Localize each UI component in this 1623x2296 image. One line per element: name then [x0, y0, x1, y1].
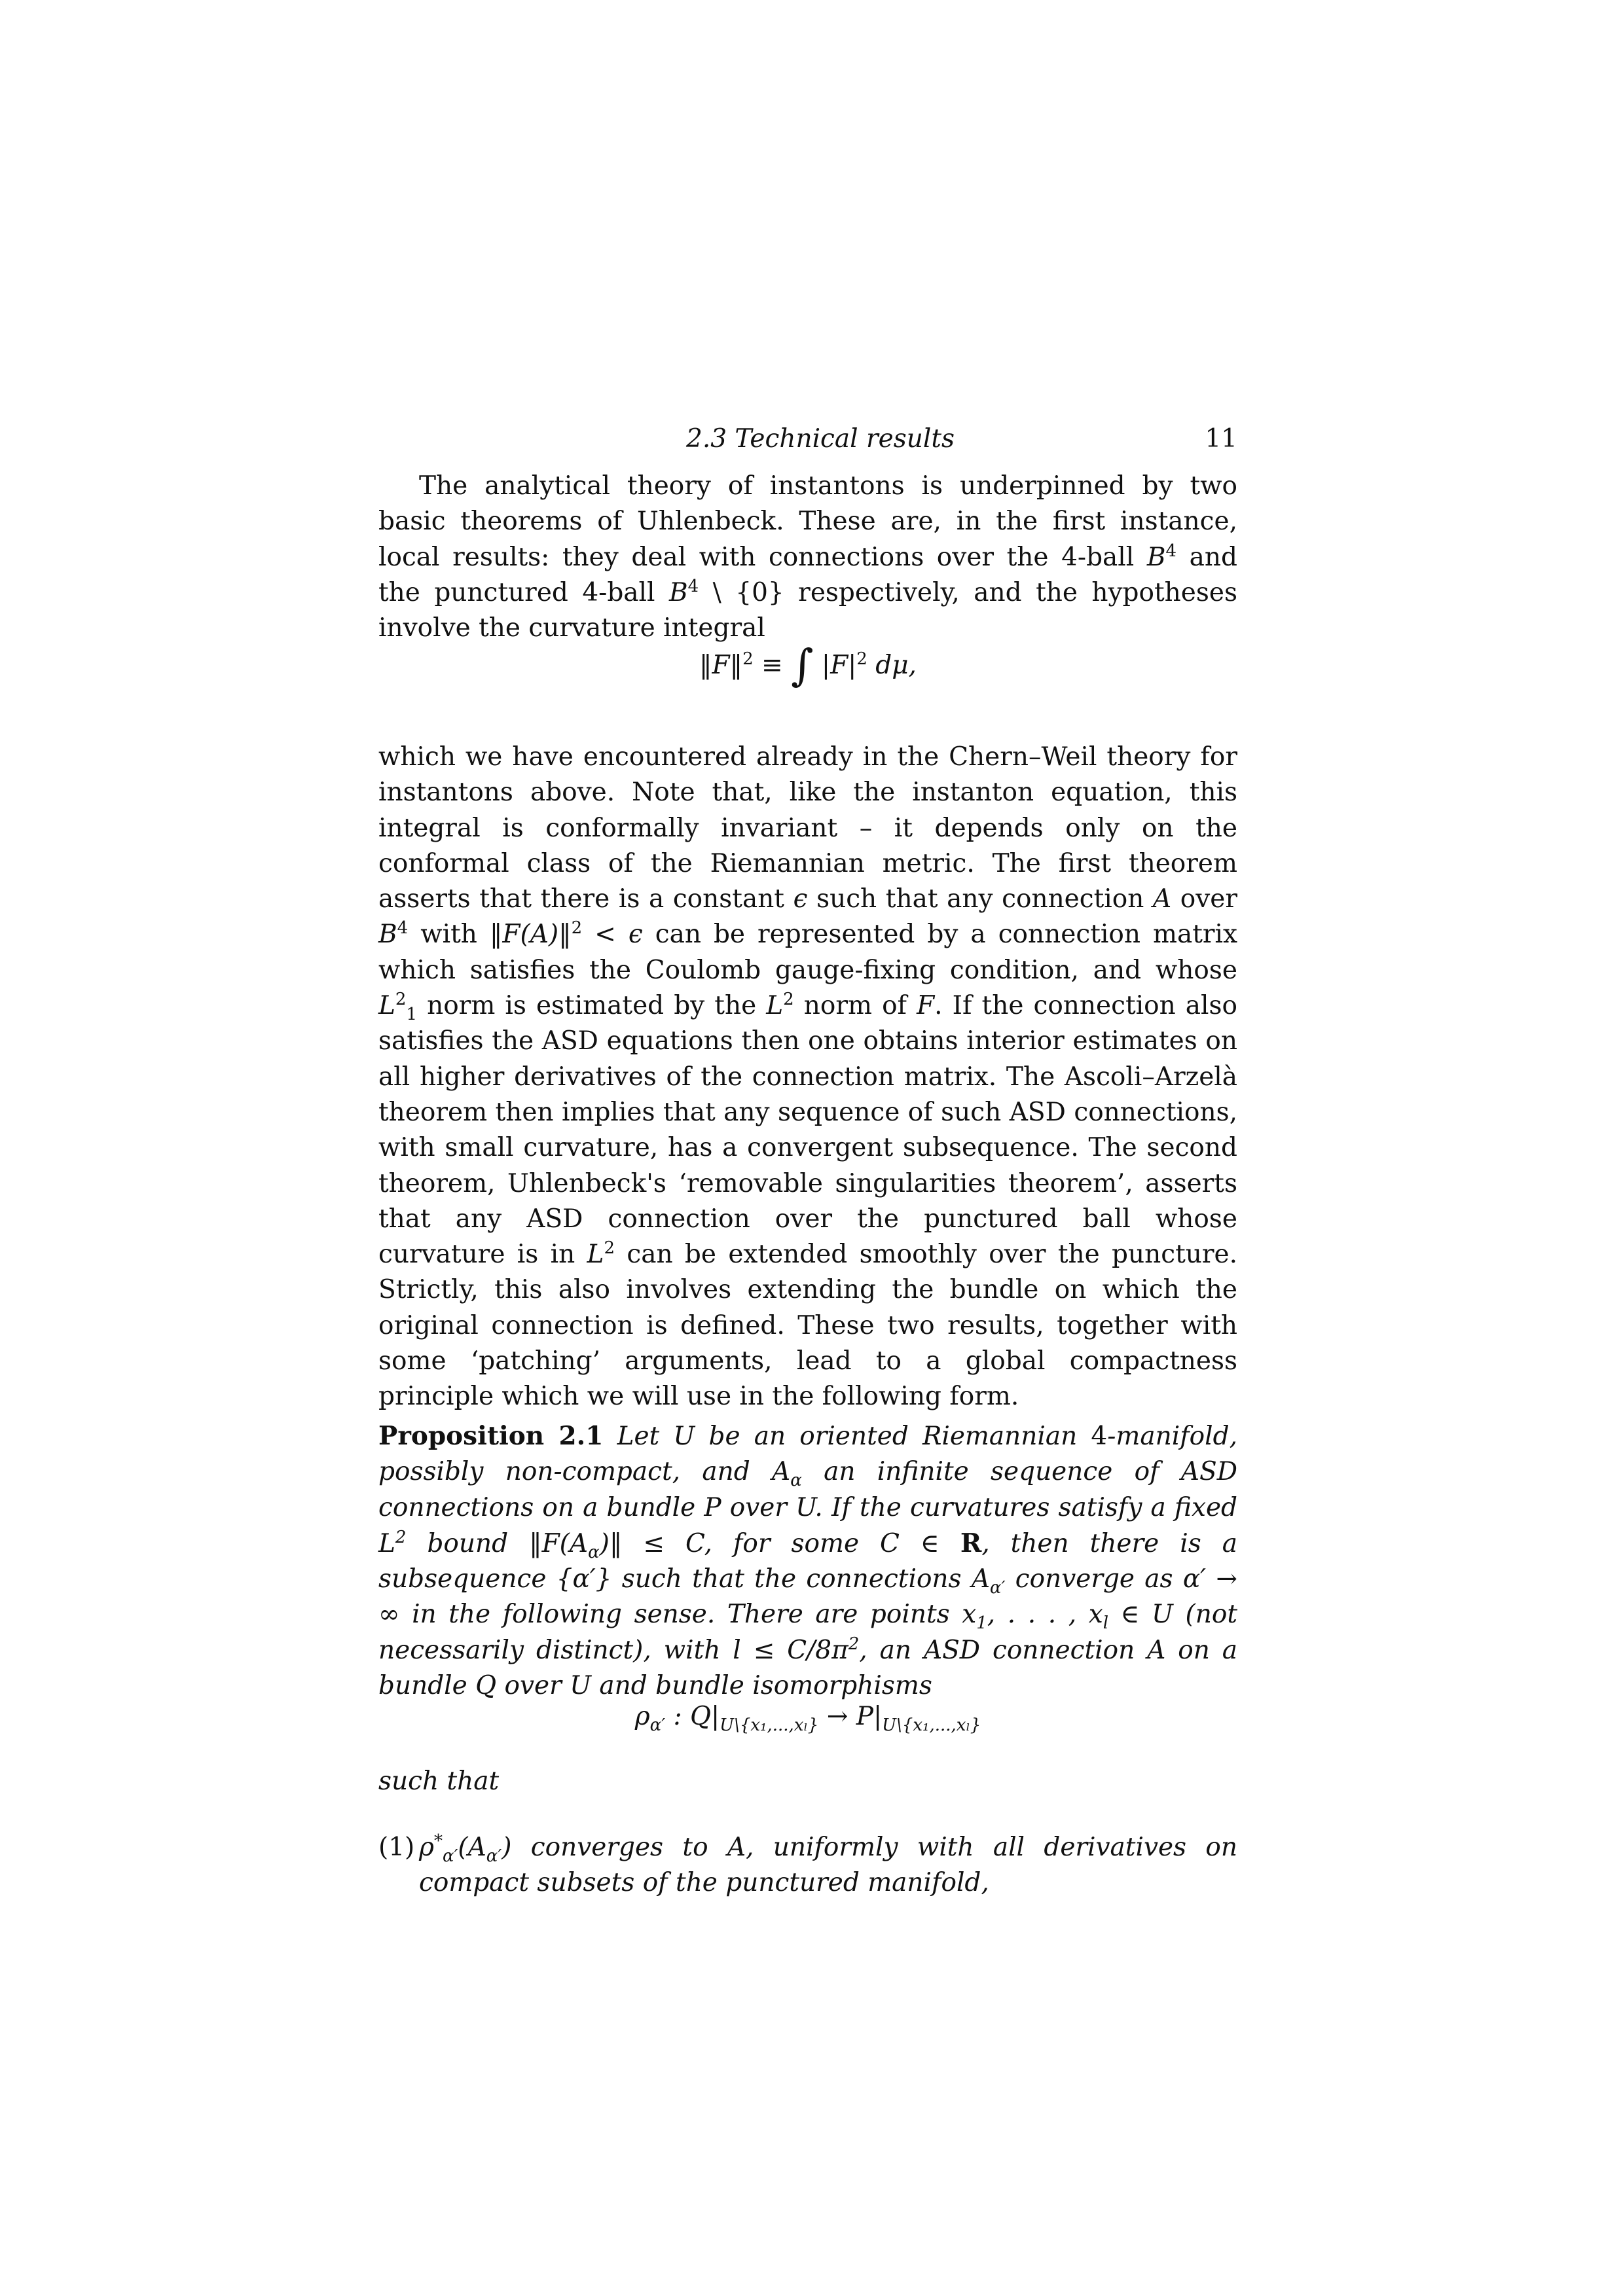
equation-bundle-isomorphism: $\rho_{\alpha'}$ : $Q|_{U\backslash\{x_1,...,x_l\}} \to P|_{U\backslash\{x_1,...,x_l\}}$ [634, 1702, 981, 1735]
integral-sign: ∫ [791, 640, 814, 691]
list-item [378, 1830, 1237, 1901]
running-header [378, 424, 1237, 463]
paragraph-intro: The analytical theory of instantons is underpinned by two basic theorems of Uhlenbeck. These are, in the first instance, local results: they deal with connections over the 4-ball $B^4$ and the punctured 4-ball $B^4$ \ {0} respectively, and the hypotheses involve the curvature integral [378, 471, 1238, 643]
item-text: $\rho^*_{\alpha'}(A_{\alpha'})$ converges to A, uniformly with all derivatives on compact subsets of the punctured manifold, [419, 1831, 1237, 1898]
equation-curvature-integral: ‖F‖$^2$ ≡ ∫ $|F|^2$ dμ, [699, 640, 917, 691]
page-number: 11 [1205, 424, 1237, 454]
such-that: such that [378, 1767, 500, 1796]
proposition-label: Proposition 2.1 [378, 1421, 604, 1451]
paragraph-uhlenbeck: which we have encountered already in the Chern–Weil theory for instantons above. Note that, like the instanton equation, this integral is conformally invariant – it depends only on the conformal class of the Riemannian metric. The first theorem asserts that there is a constant ϵ such that any connection A over $B^4$ with ‖F(A)‖$^2$ < ϵ can be represented by a connection matrix which satisfies the Coulomb gauge-fixing condition, and whose $L^2_1$ norm is estimated by the $L^2$ norm of F. If the connection also satisfies the ASD equations then one obtains interior estimates on all higher derivatives of the connection matrix. The Ascoli–Arzelà theorem then implies that any sequence of such ASD connections, with small curvature, has a convergent subsequence. The second theorem, Uhlenbeck's ‘removable singularities theorem’, asserts that any ASD connection over the punctured ball whose curvature is in $L^2$ can be extended smoothly over the puncture. Strictly, this also involves extending the bundle on which the original connection is defined. These two results, together with some ‘patching’ arguments, lead to a global compactness principle which we will use in the following form. [378, 742, 1238, 1412]
running-title: 2.3 Technical results [686, 424, 955, 454]
proposition-2-1: Proposition 2.1 Let U be an oriented Riemannian 4-manifold, possibly non-compact, and $A_\alpha$ an infinite sequence of ASD connections on a bundle P over U. If the curvatures satisfy a fixed $L^2$ bound $‖F(A_\alpha)‖ \le C$, for some C ∈ R, then there is a subsequence {α′} such that the connections $A_{\alpha'}$ converge as α′ → ∞ in the following sense. There are points $x_1$, . . . , $x_l$ ∈ U (not necessarily distinct), with $l \le C/8\pi^2$, an ASD connection A on a bundle Q over U and bundle isomorphisms [378, 1421, 1238, 1701]
item-number: (1) [378, 1833, 415, 1862]
